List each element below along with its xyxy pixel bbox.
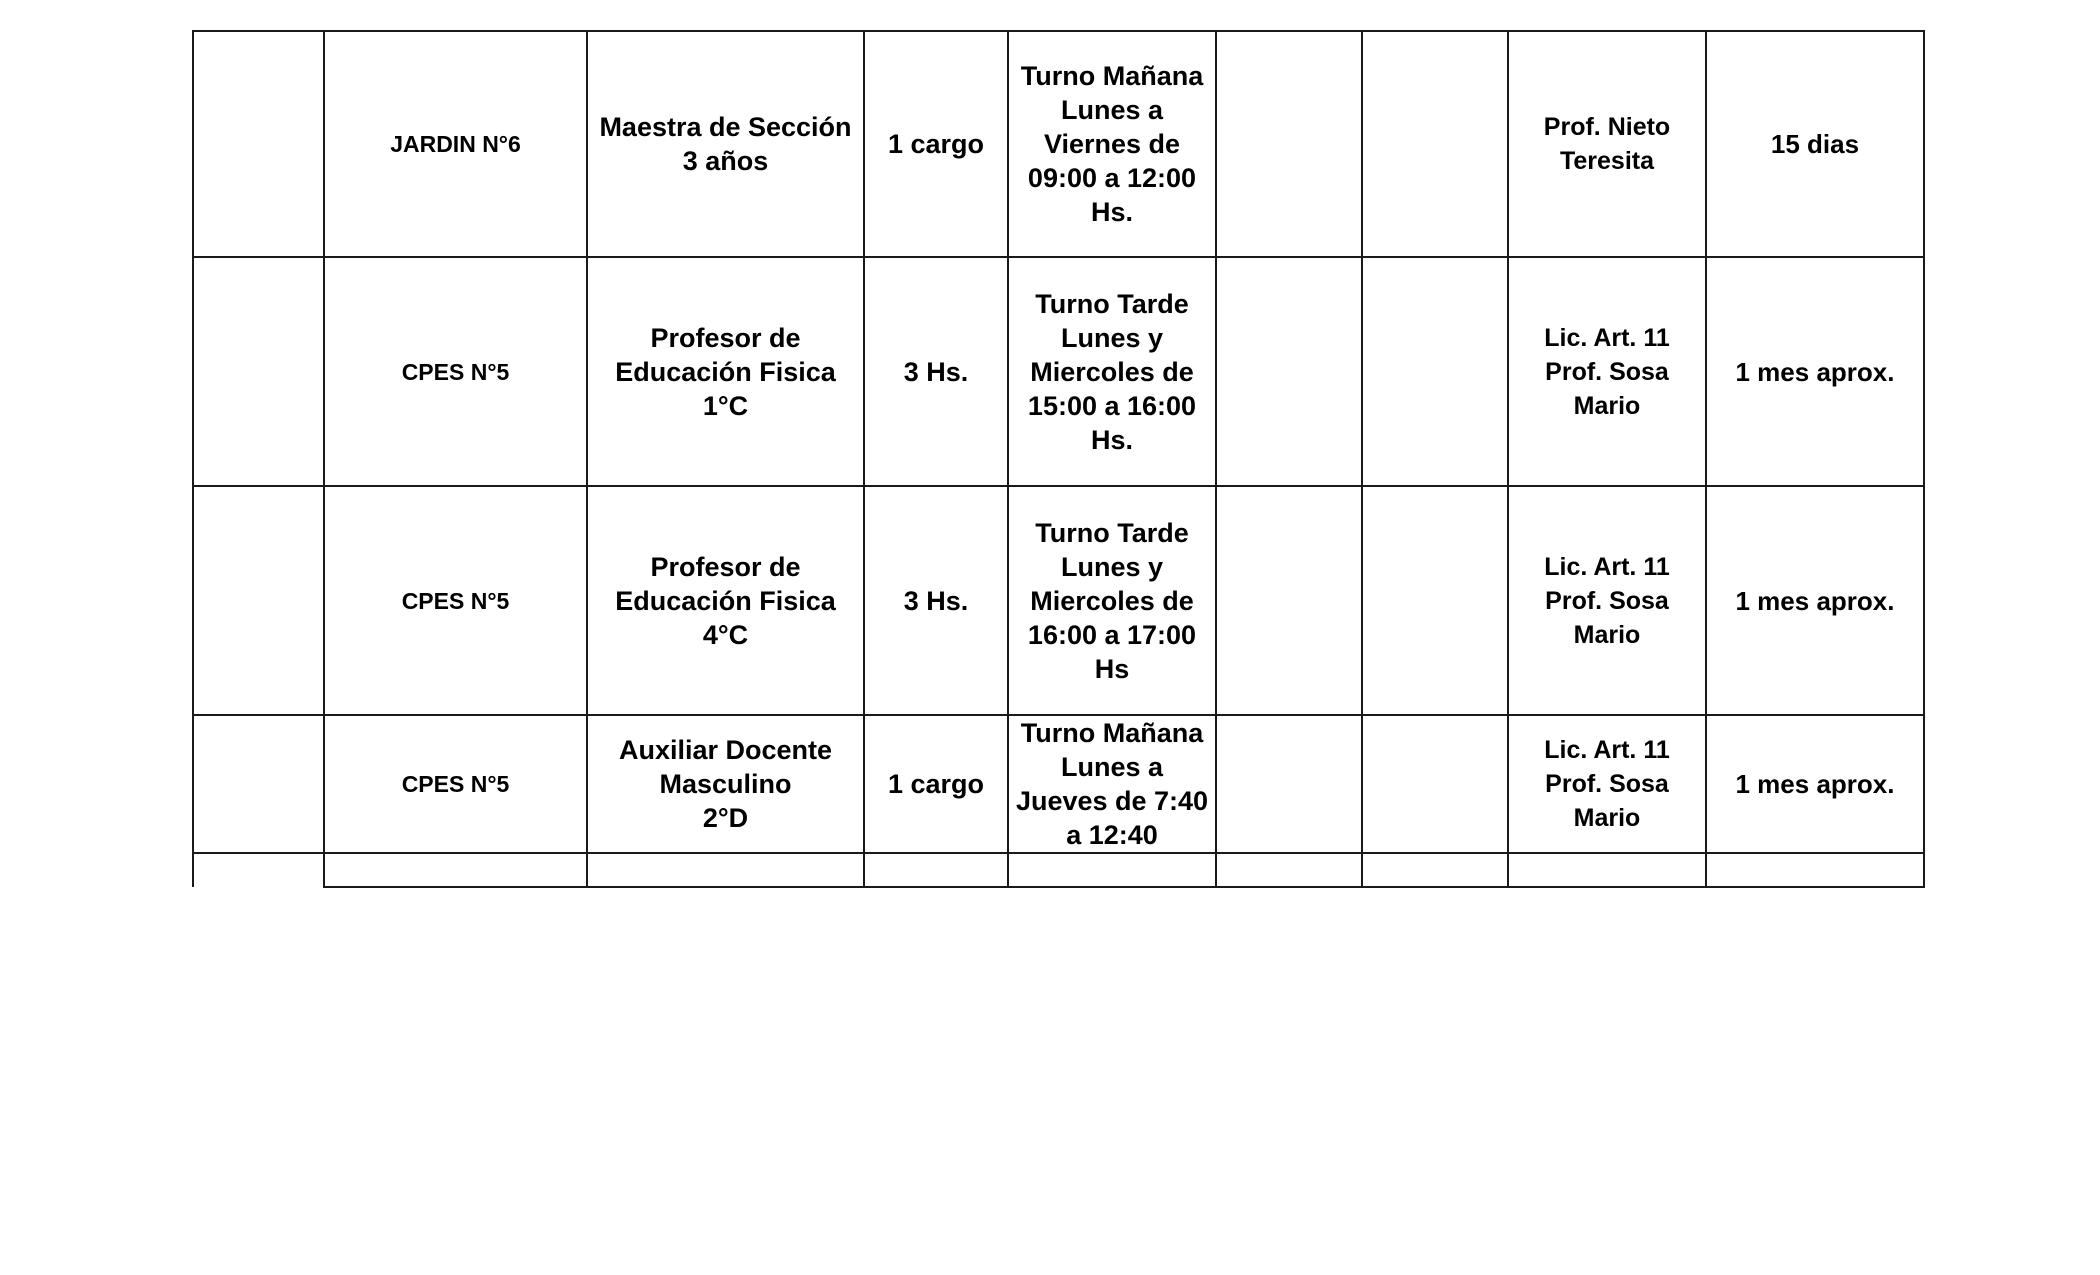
empty-cell — [193, 31, 324, 257]
empty-cell — [193, 853, 324, 887]
position-cell: Auxiliar Docente Masculino 2°D — [587, 715, 864, 853]
table-row — [193, 853, 1924, 887]
amount-cell: 1 cargo — [864, 715, 1008, 853]
table-row — [193, 257, 1924, 486]
school-cell: CPES N°5 — [324, 486, 587, 715]
empty-cell — [1008, 853, 1216, 887]
amount-cell: 3 Hs. — [864, 257, 1008, 486]
schedule-cell: Turno Mañana Lunes a Viernes de 09:00 a 12:00 Hs. — [1008, 31, 1216, 257]
duration-cell: 1 mes aprox. — [1706, 257, 1924, 486]
table-row — [193, 715, 1924, 853]
empty-cell — [587, 853, 864, 887]
empty-cell — [193, 715, 324, 853]
replaces-cell: Lic. Art. 11 Prof. Sosa Mario — [1508, 486, 1706, 715]
school-cell: CPES N°5 — [324, 715, 587, 853]
empty-cell — [1362, 257, 1508, 486]
duration-cell: 1 mes aprox. — [1706, 486, 1924, 715]
duration-cell: 1 mes aprox. — [1706, 715, 1924, 853]
empty-cell — [324, 853, 587, 887]
amount-cell: 3 Hs. — [864, 486, 1008, 715]
schedule-cell: Turno Tarde Lunes y Miercoles de 15:00 a 16:00 Hs. — [1008, 257, 1216, 486]
empty-cell — [1216, 715, 1362, 853]
table-row — [193, 486, 1924, 715]
amount-cell: 1 cargo — [864, 31, 1008, 257]
schedule-cell: Turno Mañana Lunes a Jueves de 7:40 a 12:40 — [1008, 715, 1216, 853]
position-cell: Profesor de Educación Fisica 4°C — [587, 486, 864, 715]
replaces-cell: Lic. Art. 11 Prof. Sosa Mario — [1508, 257, 1706, 486]
empty-cell — [1216, 31, 1362, 257]
duration-cell: 15 dias — [1706, 31, 1924, 257]
empty-cell — [1216, 853, 1362, 887]
position-cell: Profesor de Educación Fisica 1°C — [587, 257, 864, 486]
vacancies-table — [192, 30, 1925, 888]
empty-cell — [193, 257, 324, 486]
empty-cell — [1216, 257, 1362, 486]
replaces-cell: Lic. Art. 11 Prof. Sosa Mario — [1508, 715, 1706, 853]
empty-cell — [1362, 715, 1508, 853]
empty-cell — [1706, 853, 1924, 887]
empty-cell — [1362, 31, 1508, 257]
replaces-cell: Prof. Nieto Teresita — [1508, 31, 1706, 257]
schedule-cell: Turno Tarde Lunes y Miercoles de 16:00 a 17:00 Hs — [1008, 486, 1216, 715]
table-row — [193, 31, 1924, 257]
school-cell: JARDIN N°6 — [324, 31, 587, 257]
empty-cell — [1362, 853, 1508, 887]
school-cell: CPES N°5 — [324, 257, 587, 486]
empty-cell — [1362, 486, 1508, 715]
empty-cell — [193, 486, 324, 715]
empty-cell — [1508, 853, 1706, 887]
empty-cell — [864, 853, 1008, 887]
empty-cell — [1216, 486, 1362, 715]
position-cell: Maestra de Sección 3 años — [587, 31, 864, 257]
